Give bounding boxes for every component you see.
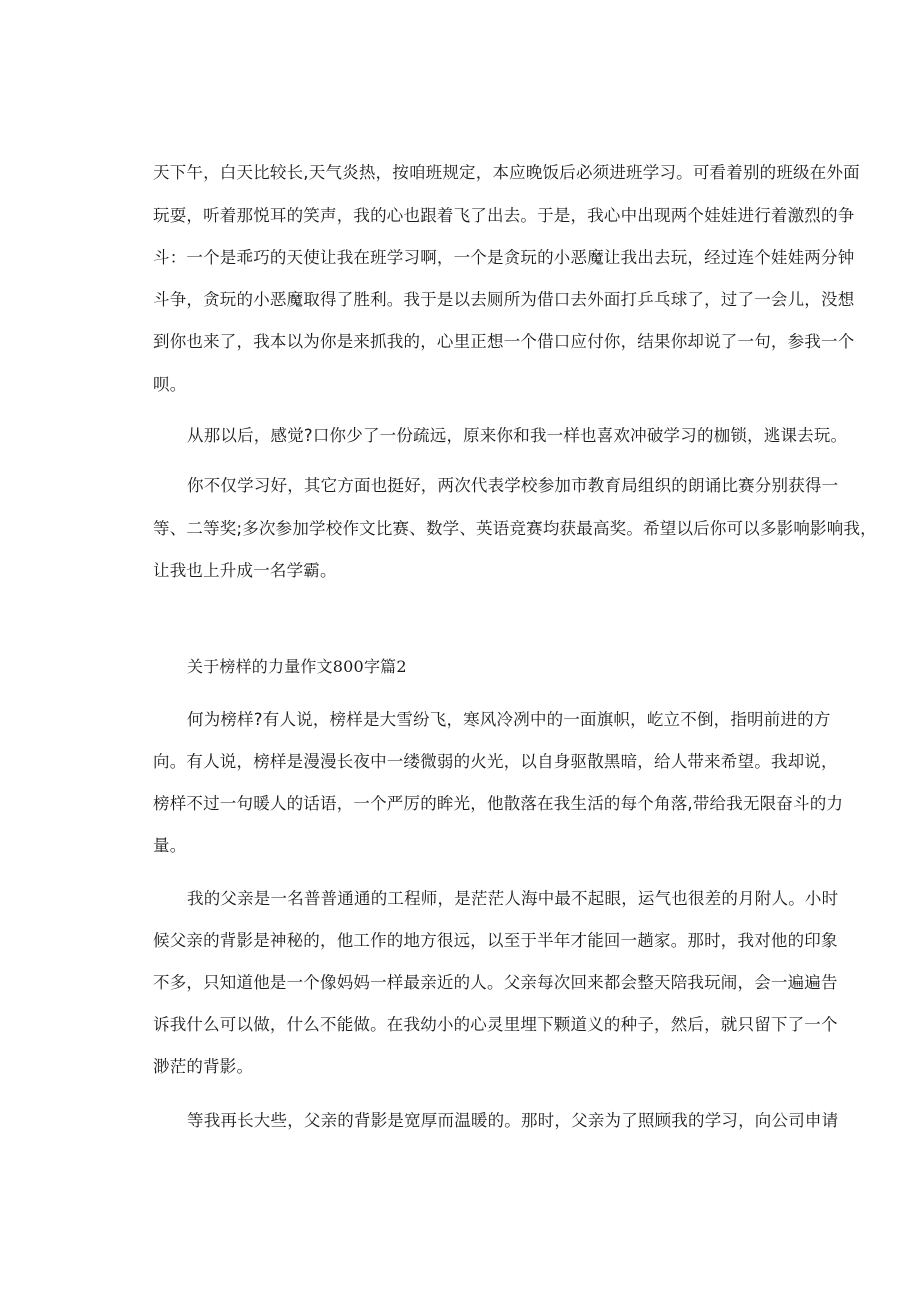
paragraph-line: 等、二等奖;多次参加学校作文比赛、数学、英语竞赛均获最高奖。希望以后你可以多影响影响我， — [153, 519, 877, 538]
paragraph-line: 斗争，贪玩的小恶魔取得了胜利。我于是以去厕所为借口去外面打乒乓球了，过了一会儿，没想 — [153, 290, 855, 309]
paragraph-line: 量。 — [153, 836, 187, 855]
paragraph-line: 到你也来了，我本以为你是来抓我的，心里正想一个借口应付你，结果你却说了一句，参我一个 — [153, 332, 855, 351]
paragraph-line: 我的父亲是一名普普通通的工程师，是茫茫人海中最不起眼，运气也很差的月附人。小时 — [187, 889, 839, 908]
paragraph-line: 候父亲的背影是神秘的，他工作的地方很远，以至于半年才能回一趟家。那时，我对他的印象 — [153, 931, 838, 950]
paragraph-line: 让我也上升成一名学霸。 — [153, 561, 337, 580]
paragraph-line: 不多，只知道他是一个像妈妈一样最亲近的人。父亲每次回来都会整天陪我玩闹，会一遍遍告 — [153, 973, 838, 992]
paragraph-line: 等我再长大些，父亲的背影是宽厚而温暖的。那时，父亲为了照顾我的学习，向公司申请 — [187, 1111, 839, 1130]
paragraph-line: 诉我什么可以做，什么不能做。在我幼小的心灵里埋下颗道义的种子，然后，就只留下了一个 — [153, 1015, 838, 1034]
paragraph-line: 渺茫的背影。 — [153, 1057, 254, 1076]
paragraph-line: 呗。 — [153, 375, 187, 394]
section-heading: 关于榜样的力量作文800字篇2 — [187, 657, 407, 676]
paragraph-line: 斗：一个是乖巧的天使让我在班学习啊，一个是贪玩的小恶魔让我出去玩，经过连个娃娃两分钟 — [153, 248, 855, 267]
paragraph-line: 玩耍，听着那悦耳的笑声，我的心也跟着飞了出去。于是，我心中出现两个娃娃进行着激烈的争 — [153, 206, 855, 225]
paragraph-line: 你不仅学习好，其它方面也挺好，两次代表学校参加市教育局组织的朗诵比赛分别获得一 — [187, 476, 839, 495]
paragraph-line: 榜样不过一句暖人的话语，一个严厉的眸光，他散落在我生活的每个角落,带给我无限奋斗的力 — [153, 794, 844, 813]
paragraph-line: 从那以后，感觉?口你少了一份疏远，原来你和我一样也喜欢冲破学习的枷锁，逃课去玩。 — [187, 426, 848, 445]
paragraph-line: 天下午，白天比较长,天气炎热，按咱班规定，本应晚饭后必须进班学习。可看着别的班级在外面 — [153, 163, 860, 182]
paragraph-line: 向。有人说，榜样是漫漫长夜中一缕微弱的火光，以自身驱散黑暗，给人带来希望。我却说， — [153, 752, 838, 771]
paragraph-line: 何为榜样?有人说，榜样是大雪纷飞，寒风冷冽中的一面旗帜，屹立不倒，指明前进的方 — [187, 710, 831, 729]
